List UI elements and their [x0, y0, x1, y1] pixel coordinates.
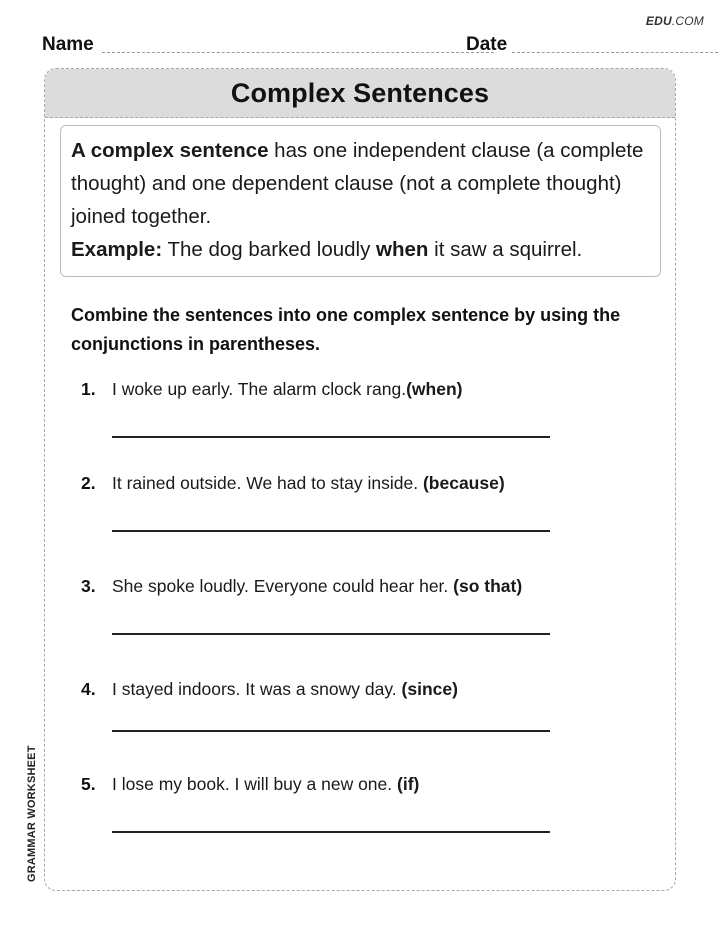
brand-logo-bold: EDU	[645, 14, 672, 28]
question-number: 3.	[81, 576, 96, 596]
question-number: 4.	[81, 679, 96, 699]
question-item-1	[81, 379, 641, 459]
question-conjunction: (since)	[401, 679, 458, 699]
name-label: Name	[42, 34, 94, 55]
question-text	[112, 473, 505, 494]
question-text	[112, 379, 462, 400]
definition-term: A complex sentence	[71, 139, 269, 162]
definition-box	[60, 125, 661, 277]
question-sentences: It rained outside. We had to stay inside.	[112, 473, 423, 493]
answer-line-4[interactable]	[112, 730, 550, 732]
worksheet-card	[44, 68, 676, 891]
question-sentences: I woke up early. The alarm clock rang.	[112, 379, 407, 399]
answer-line-5[interactable]	[112, 831, 550, 833]
question-conjunction: (because)	[422, 473, 505, 493]
question-item-5	[81, 774, 641, 854]
brand-logo	[646, 14, 704, 28]
definition-text: has one independent clause (a complete thought) and one dependent clause (not a complete thought) joined together.	[71, 139, 644, 228]
instructions: Combine the sentences into one complex sentence by using the conjunctions in parentheses.	[71, 305, 621, 354]
worksheet-category-label: GRAMMAR WORKSHEET	[26, 745, 38, 882]
answer-line-1[interactable]	[112, 436, 550, 438]
question-number: 2.	[81, 473, 96, 493]
name-date-row	[42, 32, 676, 54]
example-text-before: The dog barked loudly	[162, 238, 377, 261]
question-sentences: She spoke loudly. Everyone could hear her.	[112, 576, 454, 596]
example-label: Example:	[71, 238, 163, 261]
example-text-after: it saw a squirrel.	[428, 238, 583, 261]
question-text	[112, 576, 522, 597]
question-item-2	[81, 473, 641, 553]
question-text	[112, 679, 458, 700]
question-item-3	[81, 576, 641, 656]
question-sentences: I lose my book. I will buy a new one.	[112, 774, 397, 794]
question-sentences: I stayed indoors. It was a snowy day.	[112, 679, 402, 699]
brand-logo-rest: .COM	[671, 14, 704, 28]
date-label: Date	[466, 34, 508, 55]
question-conjunction: (when)	[406, 379, 463, 399]
worksheet-title: Complex Sentences	[230, 77, 490, 108]
question-number: 1.	[81, 379, 96, 399]
question-conjunction: (so that)	[453, 576, 523, 596]
name-field[interactable]	[102, 52, 494, 53]
question-item-4	[81, 679, 641, 759]
answer-line-2[interactable]	[112, 530, 550, 532]
title-bar	[45, 69, 675, 118]
answer-line-3[interactable]	[112, 633, 550, 635]
question-number: 5.	[81, 774, 96, 794]
question-text	[112, 774, 419, 795]
date-field[interactable]	[512, 52, 718, 53]
question-conjunction: (if)	[397, 774, 420, 794]
example-conjunction: when	[376, 238, 429, 261]
